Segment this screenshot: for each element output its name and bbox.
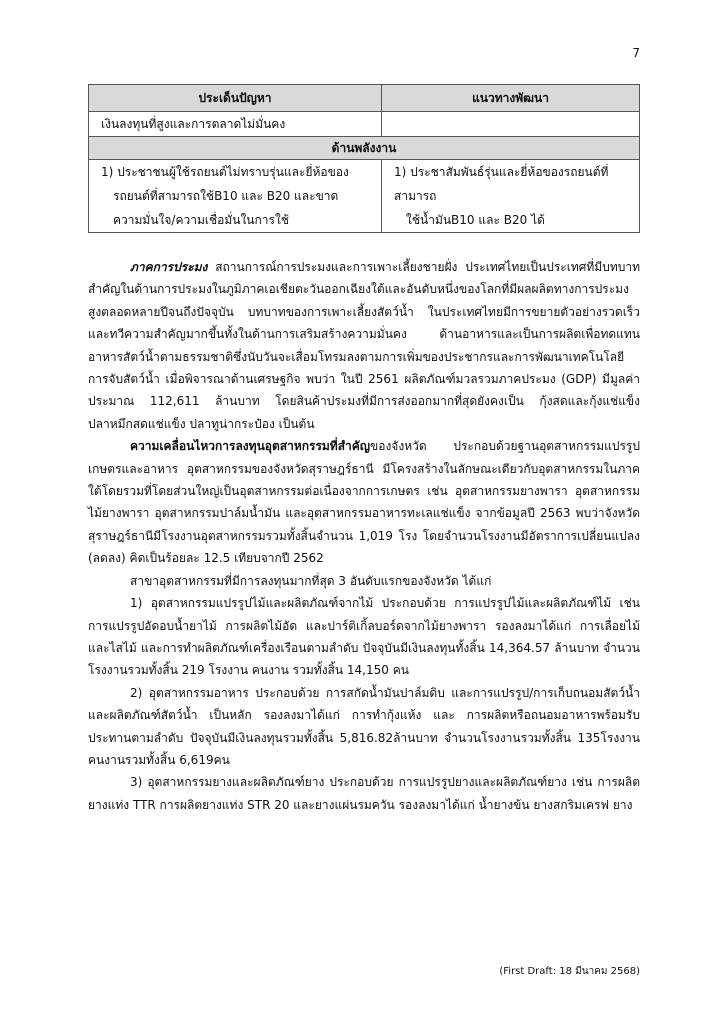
industry-lead: ความเคลื่อนไหวการลงทุนอุตสาหกรรมที่สำคัญ — [130, 439, 371, 454]
fishery-body: สถานการณ์การประมงและการเพาะเลี้ยงชายฝั่ง ประเทศไทยเป็นประเทศที่มีบทบาทสำคัญในด้านการประมงในภูมิภาคเอเชียตะวันออกเฉียงใต้และอันดับหนึ่งของโลกที่มีผลผลิตทางการประมงสูงตลอดหลายปีจนถึงปัจจุบัน บทบาทของการเพาะเลี้ยงสัตว์น้ำ ในประเทศไทยมีการขยายตัวอย่างรวดเร็วและทวีความสำคัญมากขึ้นทั้งในด้านการเสริมสร้างความมั่นคง ด้านอาหารและเป็นการผลิตเพื่อทดแทนอาหารสัตว์น้ำตามธรรมชาติซึ่งนับวันจะเสื่อมโทรมลงตามการเพิ่มของประชากรและการพัฒนาเทคโนโลยีการจับสัตว์น้ำ เมื่อพิจารณาด้านเศรษฐกิจ พบว่า ในปี 2561 ผลิตภัณฑ์มวลรวมภาคประมง (GDP) มีมูลค่าประมาณ 112,611 ล้านบาท โดยสินค้าประมงที่มีการส่งออกมากที่สุดยังคงเป็น กุ้งสดและกุ้งแช่แข็ง ปลาหมึกสดแช่แข็ง ปลาทูน่ากระป๋อง เป็นต้น — [88, 260, 640, 431]
industry-paragraph — [88, 435, 640, 569]
list-item: 2) อุตสาหกรรมอาหาร ประกอบด้วย การสกัดน้ำมันปาล์มดิบ และการแปรรูป/การเก็บถนอมสัตว์น้ำและผลิตภัณฑ์สัตว์น้ำ เป็นหลัก รองลงมาได้แก่ การทำกุ้งแห้ง และ การผลิตหรือถนอมอาหารพร้อมรับประทานตามลำดับ ปัจจุบันมีเงินลงทุนรวมทั้งสิ้น 5,816.82ล้านบาท จำนวนโรงงานรวมทั้งสิ้น 135โรงงาน คนงานรวมทั้งสิ้น 6,619คน — [88, 685, 640, 767]
table-row — [89, 112, 640, 137]
table-row — [89, 160, 640, 233]
body-content — [88, 256, 640, 816]
row2-problem-line: 1) ประชาชนผู้ใช้รถยนต์ไม่ทราบรุ่นและยี่ห้อของ — [101, 165, 349, 179]
industry-body: ของจังหวัด ประกอบด้วยฐานอุตสาหกรรมแปรรูปเกษตรและอาหาร อุตสาหกรรมของจังหวัดสุราษฎร์ธานี มีโครงสร้างในลักษณะเดียวกับอุตสาหกรรมในภาคใต้โดยรวมที่โดยส่วนใหญ่เป็นอุตสาหกรรมต่อเนื่องจากการเกษตร เช่น อุตสาหกรรมยางพารา อุตสาหกรรมไม้ยางพารา อุตสาหกรรมปาล์มน้ำมัน และอุตสาหกรรมอาหารทะเลแช่แข็ง จากข้อมูลปี 2563 พบว่าจังหวัดสุราษฎร์ธานีมีโรงงานอุตสาหกรรมรวมทั้งสิ้นจำนวน 1,019 โรง โดยจำนวนโรงงานมีอัตราการเปลี่ยนแปลง (ลดลง) คิดเป็นร้อยละ 12.5 เทียบจากปี 2562 — [88, 439, 640, 566]
row1-problem-text: เงินลงทุนที่สูงและการตลาดไม่มั่นคง — [101, 117, 286, 131]
problem-solution-table — [88, 84, 640, 233]
top3-intro: สาขาอุตสาหกรรมที่มีการลงทุนมากที่สุด 3 อันดับแรกของจังหวัด ได้แก่ — [130, 573, 492, 588]
table-cell-problem — [89, 112, 382, 137]
list-item: 1) อุตสาหกรรมแปรรูปไม้และผลิตภัณฑ์จากไม้ ประกอบด้วย การแปรรูปไม้และผลิตภัณฑ์ไม้ เช่น การแปรรูปอัดอบน้ำยาไม้ การผลิตไม้อัด และปาร์ติเกิ้ลบอร์ดจากไม้ยางพารา รองลงมาได้แก่ การเลื่อยไม้และไสไม้ และการทำผลิตภัณฑ์เครื่องเรือนตามลำดับ ปัจจุบันมีเงินลงทุนทั้งสิ้น 14,364.57 ล้านบาท จำนวนโรงงานรวมทั้งสิ้น 219 โรงงาน คนงาน รวมทั้งสิ้น 14,150 คน — [88, 596, 640, 678]
row2-solution-line: 1) ประชาสัมพันธ์รุ่นและยี่ห้อของรถยนต์ที่สามารถ — [394, 165, 609, 203]
page-number: 7 — [632, 46, 640, 60]
table-cell-problem — [89, 160, 382, 233]
row2-solution-line: ใช้น้ำมันB10 และ B20 ได้ — [406, 213, 545, 227]
table-header-problem: ประเด็นปัญหา — [89, 85, 382, 112]
table-cell-solution — [382, 112, 640, 137]
fishery-paragraph — [88, 256, 640, 435]
table-section-row — [89, 137, 640, 160]
row2-problem-line: รถยนต์ที่สามารถใช้B10 และ B20 และขาด — [113, 189, 339, 203]
table-cell-solution — [382, 160, 640, 233]
section-energy-label: ด้านพลังงาน — [89, 137, 640, 160]
table-header-solution: แนวทางพัฒนา — [382, 85, 640, 112]
table-header-row — [89, 85, 640, 112]
row2-problem-line: ความมั่นใจ/ความเชื่อมั่นในการใช้ — [113, 213, 289, 227]
fishery-lead: ภาคการประมง — [130, 260, 208, 274]
list-item: 3) อุตสาหกรรมยางและผลิตภัณฑ์ยาง ประกอบด้วย การแปรรูปยางและผลิตภัณฑ์ยาง เช่น การผลิตยางแท่ง TTR การผลิตยางแท่ง STR 20 และยางแผ่นรมควัน รองลงมาได้แก่ น้ำยางข้น ยางสกริมเครฟ ยาง — [88, 775, 640, 812]
draft-footer: (First Draft: 18 มีนาคม 2568) — [499, 966, 640, 977]
